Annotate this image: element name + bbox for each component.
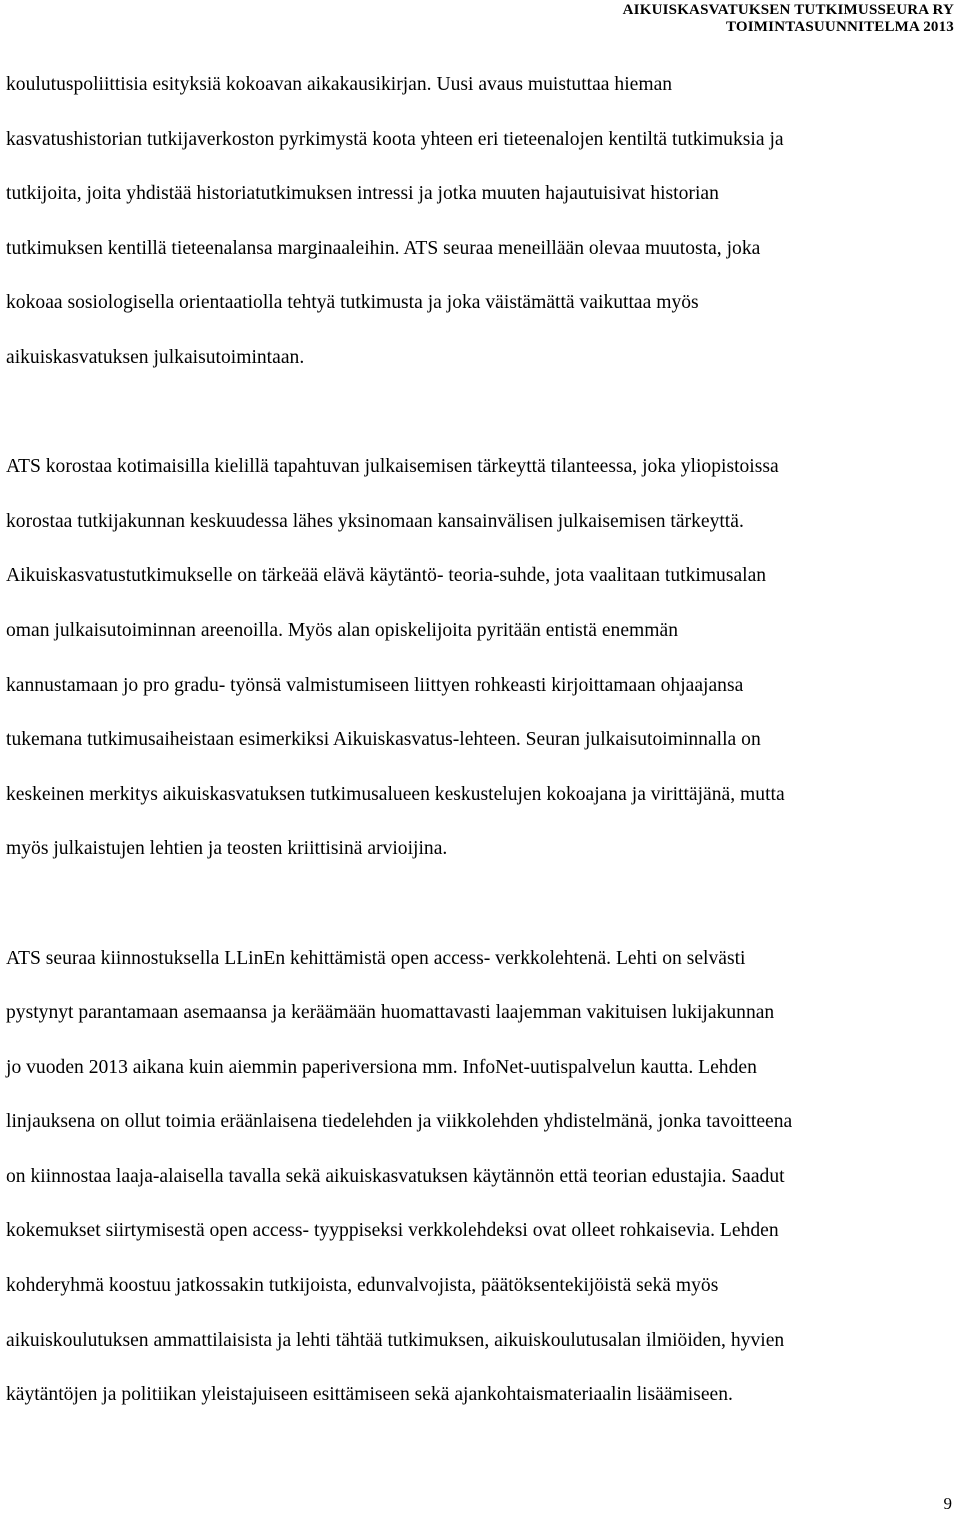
paragraph-spacer bbox=[6, 877, 956, 932]
text-line: ATS seuraa kiinnostuksella LLinEn kehittämistä open access- verkkolehtenä. Lehti on selvästi bbox=[6, 947, 746, 969]
header-document-title: TOIMINTASUUNNITELMA 2013 bbox=[725, 19, 954, 35]
paragraph bbox=[6, 58, 956, 386]
text-line: aikuiskasvatuksen julkaisutoimintaan. bbox=[6, 346, 305, 368]
text-line: ATS korostaa kotimaisilla kielillä tapahtuvan julkaisemisen tärkeyttä tilanteessa, joka yliopistoissa bbox=[6, 456, 779, 478]
text-line: jo vuoden 2013 aikana kuin aiemmin paperiversiona mm. InfoNet-uutispalvelun kautta. Lehden bbox=[6, 1056, 757, 1078]
text-line: tutkimuksen kentillä tieteenalansa marginaaleihin. ATS seuraa meneillään olevaa muutosta, joka bbox=[6, 237, 761, 259]
text-line: Aikuiskasvatustutkimukselle on tärkeää elävä käytäntö- teoria-suhde, jota vaalitaan tutkimusalan bbox=[6, 565, 767, 587]
text-line: pystynyt parantamaan asemaansa ja keräämään huomattavasti laajemman vakituisen lukijakunnan bbox=[6, 1002, 775, 1024]
text-line: kokoaa sosiologisella orientaatiolla tehtyä tutkimusta ja joka väistämättä vaikuttaa myös bbox=[6, 292, 699, 314]
text-line: käytäntöjen ja politiikan yleistajuiseen esittämiseen sekä ajankohtaismateriaalin lisäämiseen. bbox=[6, 1384, 733, 1406]
paragraph-spacer bbox=[6, 386, 956, 441]
paragraph bbox=[6, 932, 956, 1423]
text-line: kohderyhmä koostuu jatkossakin tutkijoista, edunvalvojista, päätöksentekijöistä sekä myös bbox=[6, 1275, 719, 1297]
running-header bbox=[623, 2, 954, 36]
paragraph bbox=[6, 440, 956, 877]
text-line: kokemukset siirtymisestä open access- tyyppiseksi verkkolehdeksi ovat olleet rohkaisevia. Lehden bbox=[6, 1220, 779, 1242]
text-line: kannustamaan jo pro gradu- työnsä valmistumiseen liittyen rohkeasti kirjoittamaan ohjaajansa bbox=[6, 674, 744, 696]
text-line: aikuiskoulutuksen ammattilaisista ja lehti tähtää tutkimuksen, aikuiskoulutusalan ilmiöiden, hyvien bbox=[6, 1329, 785, 1351]
text-line: oman julkaisutoiminnan areenoilla. Myös alan opiskelijoita pyritään entistä enemmän bbox=[6, 619, 679, 641]
text-line: myös julkaistujen lehtien ja teosten kriittisinä arvioijina. bbox=[6, 838, 448, 860]
text-line: keskeinen merkitys aikuiskasvatuksen tutkimusalueen keskustelujen kokoajana ja virittäjänä, mutta bbox=[6, 783, 785, 805]
text-line: tukemana tutkimusaiheistaan esimerkiksi Aikuiskasvatus-lehteen. Seuran julkaisutoiminnalla on bbox=[6, 729, 761, 751]
text-line: kasvatushistorian tutkijaverkoston pyrkimystä koota yhteen eri tieteenalojen kentiltä tutkimuksia ja bbox=[6, 128, 784, 150]
text-line: koulutuspoliittisia esityksiä kokoavan aikakausikirjan. Uusi avaus muistuttaa hieman bbox=[6, 74, 673, 95]
document-body bbox=[6, 58, 956, 1423]
text-line: on kiinnostaa laaja-alaisella tavalla sekä aikuiskasvatuksen käytännön että teorian edustajia. Saadut bbox=[6, 1165, 785, 1187]
header-organization: AIKUISKASVATUKSEN TUTKIMUSSEURA RY bbox=[622, 2, 954, 18]
text-line: korostaa tutkijakunnan keskuudessa lähes yksinomaan kansainvälisen julkaisemisen tärkeyttä. bbox=[6, 510, 744, 532]
text-line: tutkijoita, joita yhdistää historiatutkimuksen intressi ja jotka muuten hajautuisivat historian bbox=[6, 183, 719, 205]
text-line: linjauksena on ollut toimia eräänlaisena tiedelehden ja viikkolehden yhdistelmänä, jonka tavoitteena bbox=[6, 1111, 793, 1133]
page-number: 9 bbox=[943, 1494, 952, 1513]
